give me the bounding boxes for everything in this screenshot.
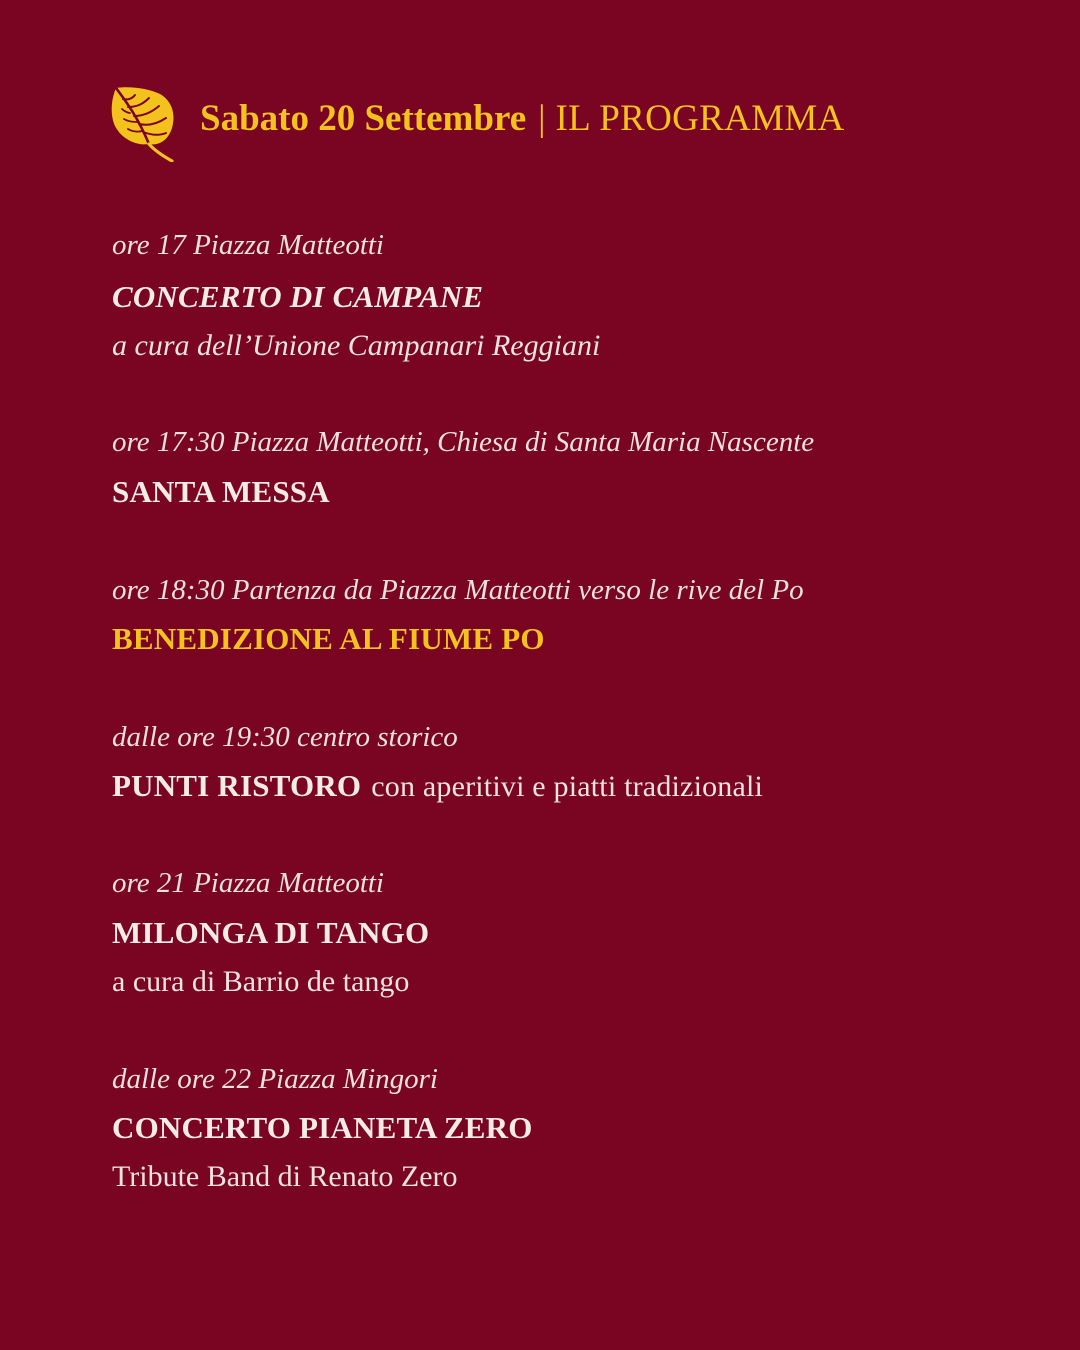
event-2-title: SANTA MESSA xyxy=(112,474,330,509)
event-2-meta: ore 17:30 Piazza Matteotti, Chiesa di Santa Maria Nascente xyxy=(112,426,815,458)
leaf-icon xyxy=(110,84,176,162)
event-5-desc: a cura di Barrio de tango xyxy=(112,965,410,998)
event-6-title: CONCERTO PIANETA ZERO xyxy=(112,1110,533,1145)
event-1-meta: ore 17 Piazza Matteotti xyxy=(112,229,384,261)
event-6-meta: dalle ore 22 Piazza Mingori xyxy=(112,1063,438,1095)
event-5-title: MILONGA DI TANGO xyxy=(112,915,430,950)
program-header xyxy=(110,82,845,162)
header-title: IL PROGRAMMA xyxy=(555,97,845,139)
event-3-title: BENEDIZIONE AL FIUME PO xyxy=(112,621,545,656)
header-separator: | xyxy=(538,97,546,139)
event-4-meta: dalle ore 19:30 centro storico xyxy=(112,721,458,753)
event-4-title: PUNTI RISTORO xyxy=(112,768,362,803)
event-3-meta: ore 18:30 Partenza da Piazza Matteotti verso le rive del Po xyxy=(112,574,804,606)
event-4-title-row xyxy=(112,770,763,802)
event-6-desc: Tribute Band di Renato Zero xyxy=(112,1160,458,1193)
event-1-title: CONCERTO DI CAMPANE xyxy=(112,279,484,314)
header-text xyxy=(200,97,845,139)
event-1-desc: a cura dell’Unione Campanari Reggiani xyxy=(112,329,601,362)
header-date: Sabato 20 Settembre xyxy=(200,97,527,139)
event-4-desc: con aperitivi e piatti tradizionali xyxy=(371,770,764,803)
event-5-meta: ore 21 Piazza Matteotti xyxy=(112,867,384,899)
